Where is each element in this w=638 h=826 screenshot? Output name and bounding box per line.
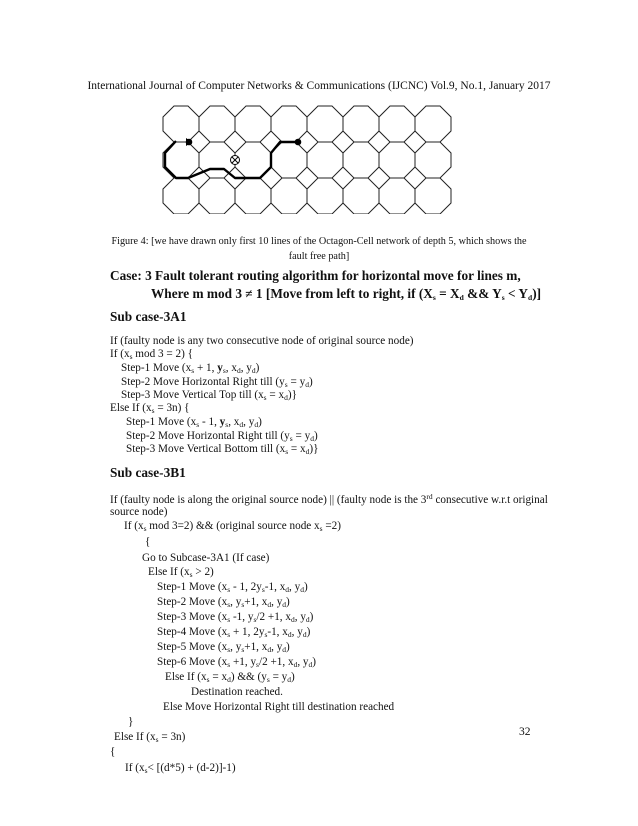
text-line: source node) bbox=[110, 506, 168, 518]
octagon-cell bbox=[379, 178, 415, 214]
octagon-cell-network-figure bbox=[159, 104, 479, 214]
figure-caption: Figure 4: [we have drawn only first 10 lines of the Octagon-Cell network of depth 5, which shows the fault free path] bbox=[111, 236, 527, 262]
text-line: Else If $(x_s = 3n)$ { bbox=[110, 402, 190, 415]
octagon-cell bbox=[271, 106, 307, 142]
destination-node-dot bbox=[295, 139, 302, 146]
octagon-cell bbox=[163, 178, 199, 214]
octagon-cell bbox=[307, 178, 343, 214]
case-heading-line2: Where m mod 3 ≠ 1 [Move from left to right, if ($X_s = X_d$ && $Y_s < Y_d$)] bbox=[151, 286, 542, 302]
octagon-cell bbox=[307, 106, 343, 142]
octagon-cell bbox=[379, 142, 415, 178]
text-line: Else If $(x_s > 2)$ bbox=[148, 566, 214, 579]
text-line: Step-3 Move Vertical Bottom till $(x_s = x_d)$} bbox=[126, 443, 319, 456]
text-line: { bbox=[145, 536, 151, 548]
octagon-cell bbox=[343, 106, 379, 142]
text-line: } bbox=[128, 716, 134, 728]
octagon-cell bbox=[415, 178, 451, 214]
text-line: Destination reached. bbox=[191, 686, 283, 698]
subcase-3a1-title: Sub case-3A1 bbox=[110, 309, 187, 324]
case-heading-line1: Case: 3 Fault tolerant routing algorithm for horizontal move for lines m, bbox=[110, 268, 521, 283]
text-line: Step-5 Move ($x_s$, $y_s+1$, $x_d$, $y_d$) bbox=[157, 641, 290, 654]
page-number: 32 bbox=[519, 726, 531, 738]
text-line: If $(x_s< [(d*5) + (d-2)]-1)$ bbox=[125, 762, 236, 775]
text-line: Step-3 Move ($x_s$ -1, $y_s/2 +1$, $x_d$, $y_d$) bbox=[157, 611, 314, 624]
text-line: Step-2 Move Horizontal Right till $(y_s = y_d)$ bbox=[121, 376, 313, 389]
octagon-cell bbox=[343, 142, 379, 178]
text-line: Go to Subcase-3A1 (If case) bbox=[142, 552, 270, 564]
text-line: If ($x_s$ mod 3=2) && (original source node $x_s =2$) bbox=[124, 520, 342, 533]
text-line: If (faulty node is along the original source node) || (faulty node is the 3rd consecutive w.r.t original bbox=[110, 492, 548, 506]
text-line: { bbox=[110, 746, 116, 758]
text-line: Else If $(x_s = x_d)$ && $(y_s = y_d)$ bbox=[165, 671, 295, 684]
octagon-cell bbox=[199, 178, 235, 214]
text-line: Step-1 Move ($x_s - 1$, $y_s$, $x_d$, $y_d$) bbox=[126, 416, 262, 429]
text-line: Step-3 Move Vertical Top till $(x_s = x_d)$} bbox=[121, 389, 297, 402]
text-line: If ($x_s$ mod 3 = 2) { bbox=[110, 348, 193, 361]
text-line: Step-1 Move ($x_s - 1$, $2y_s-1$, $x_d$, $y_d$) bbox=[157, 581, 308, 594]
octagon-cell bbox=[271, 178, 307, 214]
octagon-cell bbox=[379, 106, 415, 142]
octagon-cell bbox=[343, 178, 379, 214]
octagon-cell bbox=[163, 142, 199, 178]
text-line: If (faulty node is any two consecutive node of original source node) bbox=[110, 335, 414, 347]
running-header: International Journal of Computer Networks & Communications (IJCNC) Vol.9, No.1, January 2017 bbox=[87, 80, 551, 92]
text-line: Else If $(x_s = 3n)$ bbox=[114, 731, 186, 744]
octagon-cell bbox=[199, 106, 235, 142]
octagon-cell bbox=[415, 142, 451, 178]
text-line: Step-4 Move ($x_s + 1$, $2y_s-1$, $x_d$, $y_d$) bbox=[157, 626, 311, 639]
subcase-3b1-title: Sub case-3B1 bbox=[110, 465, 186, 480]
octagon-cell bbox=[235, 178, 271, 214]
text-line: Step-2 Move ($x_s$, $y_s+1$, $x_d$, $y_d$) bbox=[157, 596, 290, 609]
octagon-cell bbox=[307, 142, 343, 178]
text-line: Step-6 Move ($x_s +1$, $y_s/2 +1$, $x_d$, $y_d$) bbox=[157, 656, 316, 669]
octagon-cell bbox=[415, 106, 451, 142]
octagon-cell bbox=[235, 106, 271, 142]
text-line: Else Move Horizontal Right till destination reached bbox=[163, 701, 395, 713]
octagon-cell bbox=[163, 106, 199, 142]
text-line: Step-1 Move ($x_s + 1$, $y_s$, $x_d$, $y_d$) bbox=[121, 362, 260, 375]
text-line: Step-2 Move Horizontal Right till $(y_s = y_d)$ bbox=[126, 430, 318, 443]
